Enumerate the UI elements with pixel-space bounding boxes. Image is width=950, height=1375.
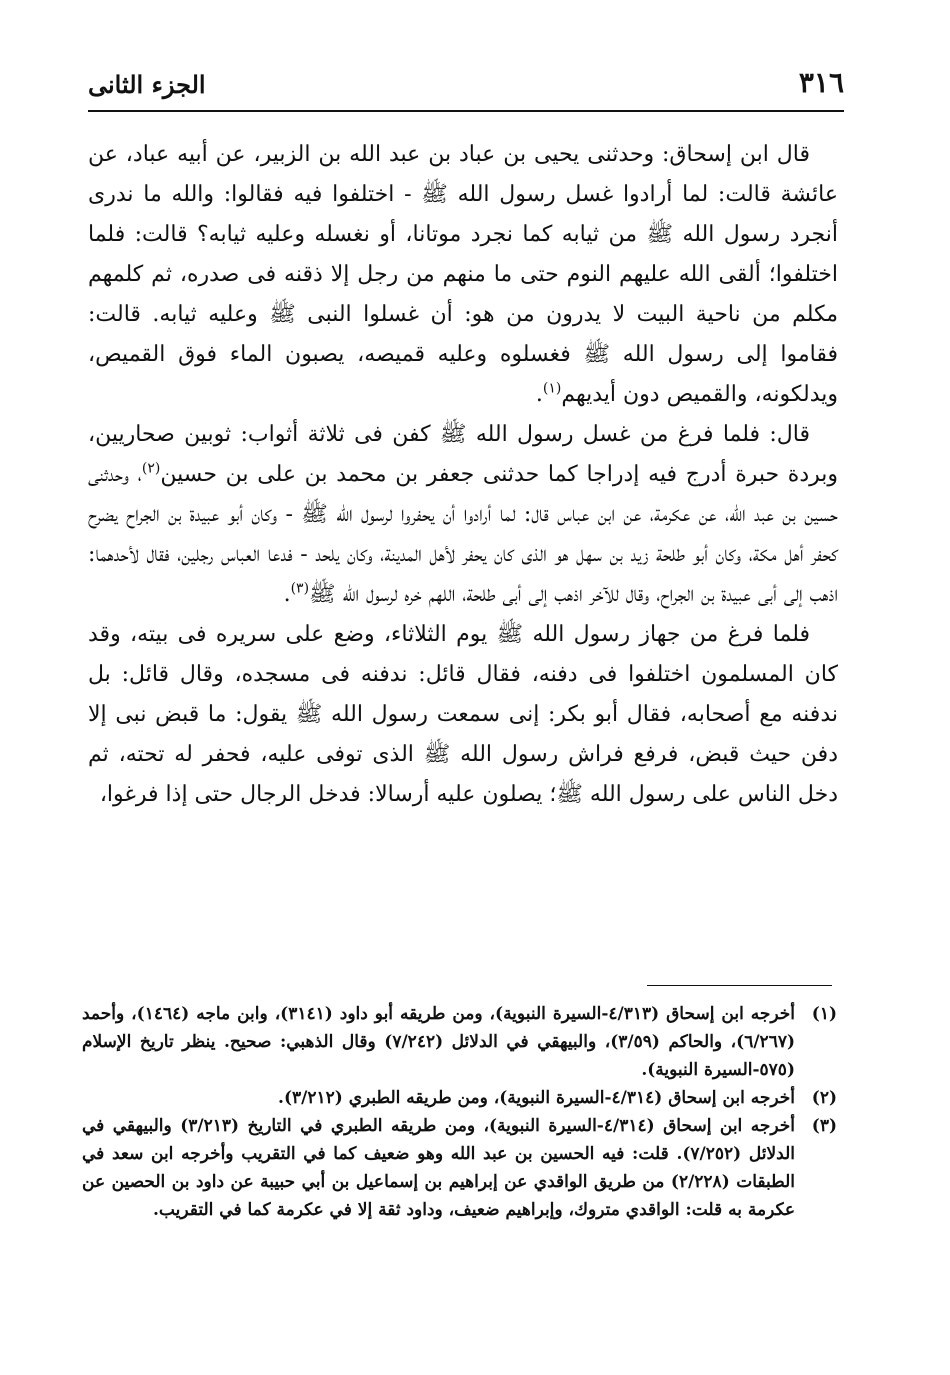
footnote-2 [82,1084,837,1112]
main-text [88,135,838,815]
footnote-text: أخرجه ابن إسحاق (٤/٣١٤-السيرة النبوية)، ومن طريقه الطبري (٣/٢١٢). [278,1088,795,1108]
footnote-text: أخرجه ابن إسحاق (٤/٣١٣-السيرة النبوية)، ومن طريقه أبو داود (٣١٤١)، وابن ماجه (١٤٦٤)، وأحمد (٦/٢٦٧)، والحاكم (٣/٥٩)، والبيهقي في الدلائل (٧/٢٤٢) وقال الذهبي: صحيح. ينظر تاريخ الإسلام (٥٧٥-السيرة النبوية). [82,1004,795,1080]
footnote-ref-3: (٣) [290,580,310,597]
footnote-ref-1: (١) [542,380,562,397]
footnotes [82,1000,837,1224]
footnote-ref-2: (٢) [141,460,161,477]
footnote-1 [82,1000,837,1084]
paragraph-3: فلما فرغ من جهاز رسول الله ﷺ يوم الثلاثاء، وضع على سريره فى بيته، وقد كان المسلمون اختلفوا فى دفنه، فقال قائل: ندفنه فى مسجده، وقال قائل: بل ندفنه مع أصحابه، فقال أبو بكر: إنى سمعت رسول الله ﷺ يقول: ما قبض نبى إلا دفن حيث قبض، فرفع فراش رسول الله ﷺ الذى توفى عليه، فحفر له تحته، ثم دخل الناس على رسول الله ﷺ؛ يصلون عليه أرسالا: فدخل الرجال حتى إذا فرغوا، [88,622,838,807]
footnote-text: أخرجه ابن إسحاق (٤/٣١٤-السيرة النبوية)، ومن طريقه الطبري في التاريخ (٣/٢١٣) والبيهقي في الدلائل (٧/٢٥٢). قلت: فيه الحسين بن عبد الله وهو ضعيف كما في التقريب وأخرجه ابن سعد في الطبقات (٢/٢٢٨) من طريق الواقدي عن إبراهيم بن إسماعيل بن أبي حبيبة عن داود بن الحصين عن عكرمة به قلت: الواقدي متروك، وإبراهيم ضعيف، وداود ثقة إلا في عكرمة كما في التقريب. [82,1116,795,1220]
paragraph-2: قال: فلما فرغ من غسل رسول الله ﷺ كفن فى ثلاثة أثواب: ثوبين صحاريين، وبردة حبرة أدرج فيه إدراجا كما حدثنى جعفر بن محمد بن على بن حسين$^{(٢)}$، وحدثنى حسين بن عبد الله، عن عكرمة، عن ابن عباس قال: لما أرادوا أن يحفروا لرسول الله ﷺ - وكان أبو عبيدة بن الجراح يضرح كحفر أهل مكة، وكان أبو طلحة زيد بن سهل هو الذى كان يحفر لأهل المدينة، وكان يلحد - فدعا العباس رجلين، فقال لأحدهما: اذهب إلى أبى عبيدة بن الجراح، وقال للآخر اذهب إلى أبى طلحة، اللهم خره لرسول الله ﷺ$^{(٣)}$. [88,422,838,607]
footnote-3 [82,1112,837,1224]
footnote-number: (١) [811,1004,837,1024]
footnote-number: (٢) [811,1088,837,1108]
page-header [88,62,844,112]
header-divider [88,110,844,112]
footnote-divider [647,985,832,986]
part-title: الجزء الثانى [88,70,206,99]
footnote-number: (٣) [811,1116,837,1136]
paragraph-1: قال ابن إسحاق: وحدثنى يحيى بن عباد بن عبد الله بن الزبير، عن أبيه عباد، عن عائشة قالت: لما أرادوا غسل رسول الله ﷺ - اختلفوا فيه فقالوا: والله ما ندرى أنجرد رسول الله ﷺ من ثيابه كما نجرد موتانا، أو نغسله وعليه ثيابه؟ قالت: فلما اختلفوا؛ ألقى الله عليهم النوم حتى ما منهم من رجل إلا ذقنه فى صدره، ثم كلمهم مكلم من ناحية البيت لا يدرون من هو: أن غسلوا النبى ﷺ وعليه ثيابه. قالت: فقاموا إلى رسول الله ﷺ فغسلوه وعليه قميصه، يصبون الماء فوق القميص، ويدلكونه، والقميص دون أيديهم$^{(١)}$. [88,142,838,407]
page-number: ٣١٦ [798,66,844,99]
